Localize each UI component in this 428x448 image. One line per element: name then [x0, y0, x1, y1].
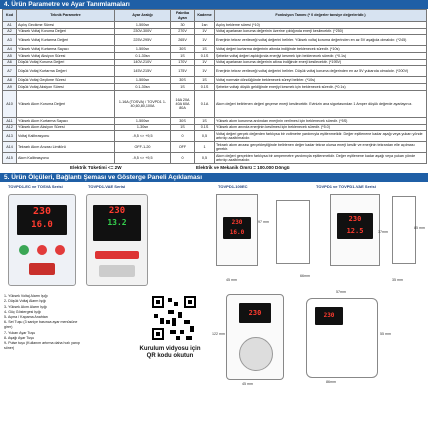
table-cell: Voltaj değeri kurtarma değerinin altında indiğinde beklenecek süredir. (*10s)	[215, 46, 427, 53]
table-cell: 0,5	[195, 153, 215, 164]
table-cell: OFF	[171, 142, 195, 153]
table-row	[3, 59, 427, 66]
table-cell: 1S	[171, 124, 195, 131]
footer-row	[0, 164, 428, 172]
table-cell: 230V-300V	[115, 28, 171, 35]
param-code: A7	[3, 66, 17, 77]
model-label: TOVPD1 ve TOVPD1-VAE Serisi	[316, 184, 376, 190]
table-cell: Voltaj Kalibrasyonu	[17, 131, 115, 142]
legend-item: 7- Yukarı Ayar Tuşu	[4, 330, 36, 335]
table-cell: 0.1-30sn	[115, 84, 171, 91]
display-panel	[223, 217, 251, 239]
table-cell: 1-30sn	[115, 124, 171, 131]
device-side-view	[392, 196, 416, 264]
table-cell: Yüksek akım korunma ardından enerjinin verilmesi için beklenecek süredir. (*5S)	[215, 117, 427, 124]
table-cell: 1-500sn	[115, 117, 171, 124]
table-cell: 145V-215V	[115, 66, 171, 77]
param-code: A13	[3, 131, 17, 142]
table-row	[3, 131, 427, 142]
col-header: Fonksiyon Tanımı (* 0 değerler tavsiye değerleridir.)	[215, 10, 427, 22]
dimension-width: 45 mm	[226, 278, 237, 283]
table-cell: Enerjinin tekrar verileceği voltaj değerini belirler. Düşük voltaj koruma değerinden en az 5V yukarıda olmalıdır. (*200V)	[215, 66, 427, 77]
table-cell: Yüksek Voltaj Koruma Değeri	[17, 28, 115, 35]
table-cell: 1S	[195, 77, 215, 84]
table-cell: Voltaj normale döndüğünde beklenecek süreyi belirler. (*10s)	[215, 77, 427, 84]
table-row	[3, 84, 427, 91]
table-cell: 30S	[171, 117, 195, 124]
table-cell: Düşük Voltaj Kurtarma Değeri	[17, 66, 115, 77]
control-strip	[95, 251, 139, 259]
current-readout: 16.0	[229, 229, 245, 237]
model-label: TOVPD1-100EC	[218, 184, 248, 190]
col-header: Kademe	[195, 10, 215, 22]
qr-caption-line: QR kodu okutun	[146, 353, 194, 360]
socket-outlet	[239, 337, 273, 371]
param-code: A9	[3, 84, 17, 91]
dimension-height: 97 mm	[258, 220, 269, 225]
model-label: TOVPD1-VAE Serisi	[88, 184, 126, 190]
table-cell: 1V	[195, 59, 215, 66]
table-cell: 1-500sn	[115, 77, 171, 84]
table-cell: Şebeke voltajı düşük geldiğinde enerjiyi kesmek için beklenecek süredir. (*0.1s)	[215, 84, 427, 91]
table-row	[3, 53, 427, 60]
qr-caption	[138, 346, 202, 360]
table-cell: 1-16A (TOSVA) / TOVPD1 1-40,60,80,100A	[115, 90, 171, 117]
device-tovpd1	[330, 194, 380, 266]
panel-legend	[4, 294, 82, 351]
power-consumption: Elektrik Tüketimi <= 2W	[70, 165, 122, 171]
table-cell: OFF-1-20	[115, 142, 171, 153]
legend-item: 3- Yüksek Akım Alarm Işığı	[4, 304, 47, 309]
table-cell: 1V	[195, 66, 215, 77]
table-cell: 1S	[195, 117, 215, 124]
table-cell: Yüksek Voltaj Kurtarma Değeri	[17, 35, 115, 46]
table-cell: Yüksek Voltaj Kurtarma Sayacı	[17, 46, 115, 53]
table-cell: 170V	[171, 59, 195, 66]
table-cell: -9,5 <> +9,5	[115, 153, 171, 164]
table-cell: 0	[171, 131, 195, 142]
table-row	[3, 22, 427, 29]
table-row	[3, 77, 427, 84]
device-tovpd1-ec	[8, 194, 76, 286]
plug-device-side	[306, 298, 378, 378]
table-cell: 1S	[171, 53, 195, 60]
table-cell: Yüksek Akım Koruma Değeri	[17, 90, 115, 117]
table-cell: 0	[171, 153, 195, 164]
up-button[interactable]	[37, 245, 47, 255]
dimension-depth: 86mm	[326, 380, 336, 385]
section-4-header: 4. Ürün Parametre ve Ayar Tanımlamaları	[0, 0, 428, 9]
table-cell: 1-500sn	[115, 46, 171, 53]
table-cell: Yüksek Voltaj Aksiyon Süresi	[17, 53, 115, 60]
table-cell: 1V	[195, 35, 215, 46]
legend-item: 9- Pulse tuşu (Kullanım artırma daha hızlı yanıp söner)	[4, 341, 80, 351]
table-cell: 175V	[171, 66, 195, 77]
table-cell: 0.1S	[195, 53, 215, 60]
device-side-view	[276, 200, 310, 264]
table-row	[3, 28, 427, 35]
legend-item: 1- Yüksek Voltaj Alarm Işığı	[4, 294, 48, 299]
current-readout: 13.2	[107, 218, 127, 228]
table-cell: 265V	[171, 35, 195, 46]
table-cell: 30	[171, 22, 195, 29]
qr-icon	[150, 294, 198, 342]
voltage-readout: 230	[231, 219, 243, 227]
set-button[interactable]	[19, 245, 29, 255]
current-readout: 12.5	[346, 227, 364, 236]
param-code: A6	[3, 59, 17, 66]
col-header: Ayar Aralığı	[115, 10, 171, 22]
parameter-table	[2, 9, 427, 164]
table-header-row	[3, 10, 427, 22]
table-cell: Akım değeri belirlenen değeri geçerse enerji kesilecektir. Evinizin ana sigortasından 1 Amper düşük değerde ayarlayınız.	[215, 90, 427, 117]
qr-code[interactable]	[150, 294, 198, 342]
display-panel	[337, 213, 373, 239]
qr-caption-line: Kurulum vidyosu için	[139, 346, 201, 353]
display-panel	[315, 307, 343, 325]
table-row	[3, 124, 427, 131]
table-row	[3, 117, 427, 124]
table-cell: Düşük Voltaj Aksiyon Süresi	[17, 84, 115, 91]
table-cell: 1-500sn	[115, 22, 171, 29]
device-tovpd1-vae	[86, 194, 148, 286]
table-row	[3, 153, 427, 164]
display-panel	[93, 205, 141, 241]
table-cell: 0.1A	[195, 90, 215, 117]
dimension-height: 122 mm	[212, 332, 225, 337]
param-code: A5	[3, 53, 17, 60]
table-cell: Düşük Voltaj Geçikme Süresi	[17, 77, 115, 84]
table-cell: Voltaj ayarlanan koruma değerinin altına indiğinde enerji kesilecektir. (*195V)	[215, 59, 427, 66]
section-5-header: 5. Ürün Ölçüleri, Bağlantı Şeması ve Gösterge Paneli Açıklaması	[0, 173, 428, 182]
table-cell: Açılış Gecikme Süresi	[17, 22, 115, 29]
table-row	[3, 90, 427, 117]
table-cell: Akım değeri gerçekten farklıysa bir ampermetre yardımıyla eşitlenmelidir. Değer eşitlenene kadar aşağı veya yukarı yönde artırılıp azaltılmalıdır.	[215, 153, 427, 164]
col-header: Teknik Parametre	[17, 10, 115, 22]
table-cell: 1sn	[195, 22, 215, 29]
table-cell: 0,5	[195, 131, 215, 142]
param-code: A15	[3, 153, 17, 164]
col-header: Kod	[3, 10, 17, 22]
table-cell: 1V	[195, 28, 215, 35]
table-cell: Yüksek Akım Kurtarma Sayacı	[17, 117, 115, 124]
legend-item: 6- Set Tuşu (3 saniye basınca ayar menüsüne girer)	[4, 320, 78, 330]
table-cell: 1S	[171, 84, 195, 91]
dimension-width: 45 mm	[242, 382, 253, 387]
table-cell: -9,5 <> +9,5	[115, 131, 171, 142]
table-row	[3, 142, 427, 153]
param-code: A12	[3, 124, 17, 131]
table-cell: 0.1S	[195, 84, 215, 91]
param-code: A10	[3, 90, 17, 117]
legend-item: 4- Güç Göstergesi Işığı	[4, 309, 41, 314]
table-cell: 225V-295V	[115, 35, 171, 46]
display-panel	[239, 303, 271, 323]
display-panel	[17, 205, 67, 235]
table-cell: Voltaj ayarlanan koruma değerinin üzerine çıktığında enerji kesilecektir. (*250)	[215, 28, 427, 35]
table-row	[3, 46, 427, 53]
lifetime: Elektrik ve Mekanik Ömrü = 100.000 Döngü	[196, 165, 290, 171]
param-code: A8	[3, 77, 17, 84]
current-readout: 16.0	[31, 220, 53, 231]
dimension-depth: 55 mm	[380, 332, 391, 337]
model-label: TOVPD1-EC ve TOSVA Serisi	[8, 184, 63, 190]
param-code: A14	[3, 142, 17, 153]
table-cell: 270V	[171, 28, 195, 35]
dimension-width: 37mm	[378, 230, 388, 235]
table-cell: Tekrarlı Akım Arızası Limitörü	[17, 142, 115, 153]
col-header: Fabrika Ayarı	[171, 10, 195, 22]
table-cell: 30S	[171, 46, 195, 53]
table-cell: Yüksek akım anında enerjinin kesilmesi için beklenecek süredir. (*5.0)	[215, 124, 427, 131]
table-row	[3, 66, 427, 77]
product-drawings	[0, 182, 428, 389]
dimension-width: 35 mm	[392, 278, 403, 283]
voltage-readout: 230	[323, 312, 335, 320]
plug-device-front	[226, 294, 284, 380]
param-code: A1	[3, 22, 17, 29]
connection-terminals	[99, 265, 135, 277]
table-cell: 30S	[171, 77, 195, 84]
voltage-readout: 230	[108, 206, 126, 217]
legend-item: 5- Açma / Kapama Anahtarı	[4, 315, 48, 319]
dimension-height: 85 mm	[414, 226, 425, 231]
table-row	[3, 35, 427, 46]
param-code: A4	[3, 46, 17, 53]
param-code: A11	[3, 117, 17, 124]
table-cell: Açılış bekleme süresi (*10)	[215, 22, 427, 29]
device-tovpd1-100ec	[216, 194, 258, 266]
table-cell: Enerjinin tekrar verileceği voltaj değerini belirler. Yüksek voltaj koruma değerinden en az 5V aşağıda olmalıdır. (*245)	[215, 35, 427, 46]
voltage-readout: 230	[32, 206, 52, 218]
legend-item: 8- Aşağı Ayar Tuşu	[4, 335, 35, 340]
table-cell: 1	[195, 142, 215, 153]
table-cell: 0.1S	[195, 124, 215, 131]
table-cell: Düşük Voltaj Koruma Değeri	[17, 59, 115, 66]
dimension-width: 57mm	[336, 290, 346, 295]
table-cell: Yüksek Akım Aksiyon Süresi	[17, 124, 115, 131]
legend-item: 2- Düşük Voltaj Alarm Işığı	[4, 299, 47, 304]
down-button[interactable]	[55, 245, 65, 255]
table-cell: Akım Kalibrasyonu	[17, 153, 115, 164]
table-cell: 1S	[195, 46, 215, 53]
table-cell: Voltaj değeri gerçek değerden farklıysa bir voltmetre yardımıyla eşitlenmelidir. Değer eşitlenene kadar aşağı veya yukarı yönde artırılıp azaltılmalıdır.	[215, 131, 427, 142]
dimension-depth: 66mm	[300, 274, 310, 279]
voltage-readout: 230	[348, 215, 362, 224]
table-cell: Şebeke voltaj değeri aşıldığında enerjiyi kesmek için beklenecek süredir. (*0.1s)	[215, 53, 427, 60]
param-code: A3	[3, 35, 17, 46]
table-cell: 0.1-30sn	[115, 53, 171, 60]
power-switch[interactable]	[29, 263, 55, 275]
voltage-readout: 230	[248, 309, 262, 318]
param-code: A2	[3, 28, 17, 35]
table-cell: 140V-210V	[115, 59, 171, 66]
table-cell: Tekrarlı akım arızası gerçekleştiğinde belirlenen değer kadar tekrar olursa enerji kesilir ve enerjinin tekrardan elle açılması gerekir.	[215, 142, 427, 153]
table-cell: 16A 20A 40A 60A 80A	[171, 90, 195, 117]
